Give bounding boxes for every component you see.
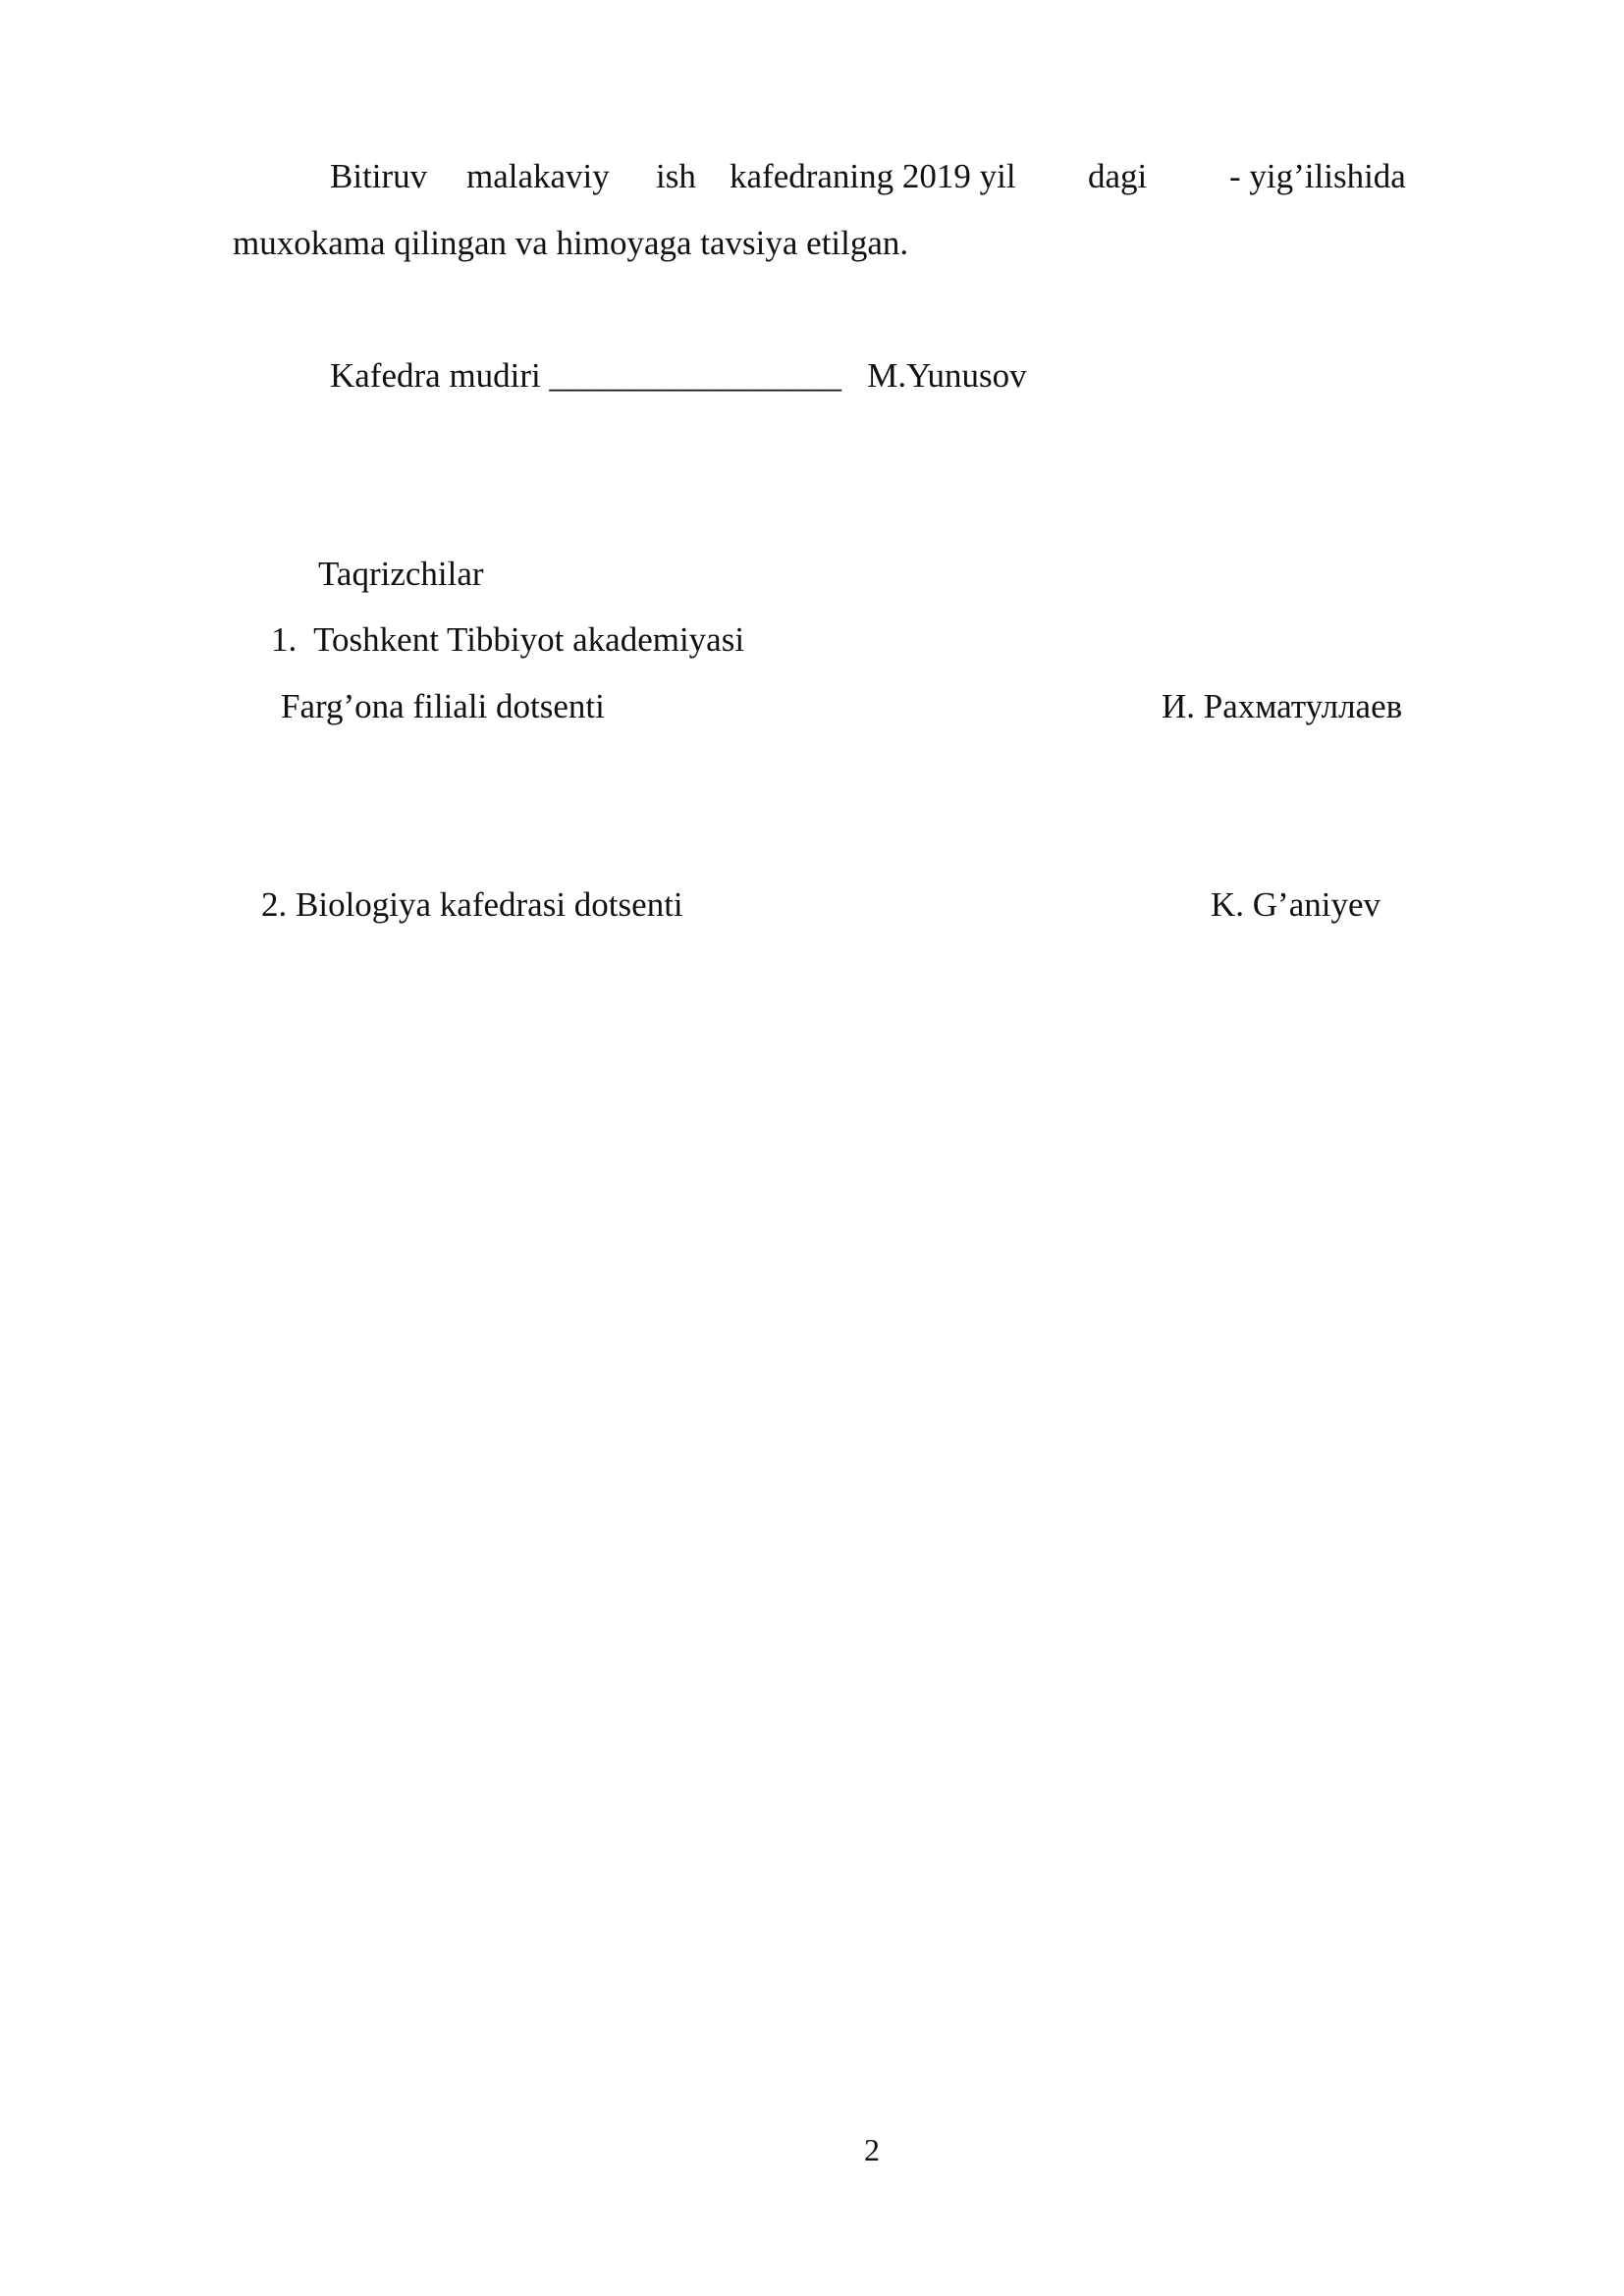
approval-statement-line-2: muxokama qilingan va himoyaga tavsiya etilgan. <box>233 224 909 262</box>
approval-word: dagi <box>1088 157 1148 195</box>
reviewer-2-position: 2. Biologiya kafedrasi dotsenti <box>261 885 683 924</box>
approval-statement-line-1 <box>330 157 1428 471</box>
reviewer-2-name: K. G’aniyev <box>1211 885 1381 924</box>
reviewer-1-institution: 1. Toshkent Tibbiyot akademiyasi <box>271 620 745 659</box>
approval-word: Bitiruv <box>330 157 428 195</box>
reviewer-1-position: Farg’ona filiali dotsenti <box>281 687 605 725</box>
head-of-department-name: M.Yunusov <box>867 356 1027 395</box>
head-of-department-signature <box>330 356 1027 396</box>
page-number: 2 <box>864 2132 880 2167</box>
approval-word: kafedraning 2019 yil <box>730 157 1016 195</box>
approval-word: malakaviy <box>466 157 610 195</box>
reviewer-1-name: И. Рахматуллаев <box>1162 687 1403 725</box>
head-of-department-label: Kafedra mudiri <box>330 356 541 395</box>
reviewers-title: Taqrizchilar <box>318 555 484 593</box>
approval-word: ish <box>656 157 696 195</box>
signature-line: _________________ <box>549 356 842 395</box>
approval-word: - yig’ilishida <box>1229 157 1406 195</box>
